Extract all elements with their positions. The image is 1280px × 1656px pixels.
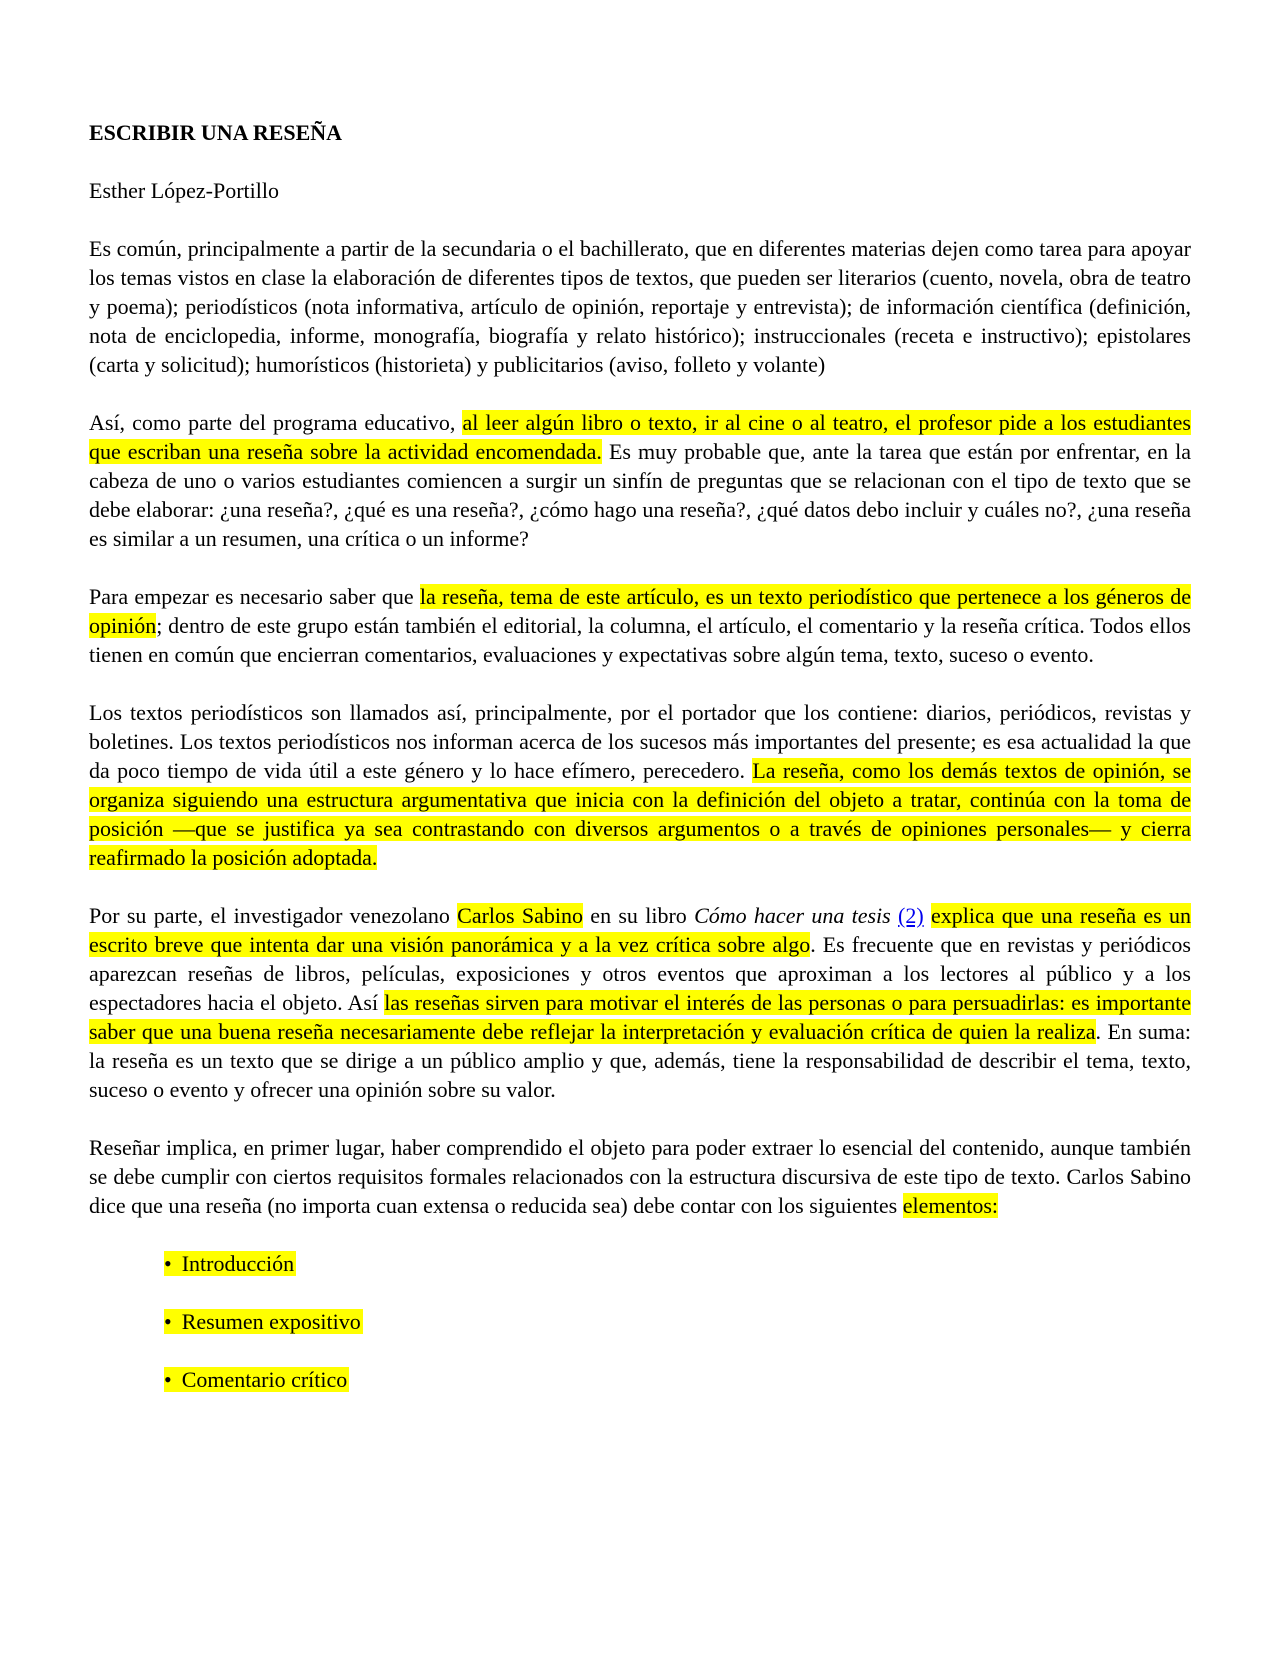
paragraph-text: Por su parte, el investigador venezolano	[89, 903, 458, 928]
book-title: Cómo hacer una tesis	[694, 903, 891, 928]
list-item	[164, 1307, 1191, 1336]
paragraph-text: Reseñar implica, en primer lugar, haber comprendido el objeto para poder extraer lo esencial del contenido, aunque también se debe cumplir con ciertos requisitos formales relacionados con la estructura discursiva de este tipo de texto. Carlos Sabino dice que una reseña (no importa cuan extensa o reducida sea) debe contar con los siguientes	[89, 1135, 1191, 1218]
list-item-label: Resumen expositivo	[181, 1309, 361, 1334]
highlighted-text: las reseñas sirven para motivar el interés de las personas o para persuadirlas: es importante saber que una buena reseña necesariamente debe reflejar la interpretación y evaluación crítica de quien la realiza	[89, 990, 1191, 1044]
paragraph-text: Para empezar es necesario saber que	[89, 584, 420, 609]
paragraph-text: Es muy probable que, ante la tarea que están por enfrentar, en la cabeza de uno o varios estudiantes comiencen a surgir un sinfín de preguntas que se relacionan con el tipo de texto que se debe elaborar: ¿una reseña?, ¿qué es una reseña?, ¿cómo hago una reseña?, ¿qué datos debo incluir y cuáles no?, ¿una reseña es similar a un resumen, una crítica o un informe?	[89, 439, 1191, 551]
paragraph-genre	[89, 582, 1191, 669]
document-title: ESCRIBIR UNA RESEÑA	[89, 120, 343, 145]
elements-list	[89, 1249, 1191, 1394]
highlighted-text: explica que una reseña es un escrito breve que intenta dar una visión panorámica y a la vez crítica sobre algo	[89, 903, 1192, 957]
highlighted-text: Carlos Sabino	[457, 903, 584, 928]
list-item-label: Introducción	[181, 1251, 295, 1276]
paragraph-text: en su libro	[583, 903, 695, 928]
footnote-reference-link[interactable]: (2)	[898, 903, 924, 928]
paragraph-text: Los textos periodísticos son llamados así, principalmente, por el portador que los contiene: diarios, periódicos, revistas y boletines. Los textos periodísticos nos informan acerca de los sucesos más importantes del presente; es esa actualidad la que da poco tiempo de vida útil a este género y lo hace efímero, perecedero.	[89, 700, 1191, 783]
paragraph-text: Es común, principalmente a partir de la secundaria o el bachillerato, que en diferentes materias dejen como tarea para apoyar los temas vistos en clase la elaboración de diferentes tipos de textos, que pueden ser literarios (cuento, novela, obra de teatro y poema); periodísticos (nota informativa, artículo de opinión, reportaje y entrevista); de información científica (definición, nota de enciclopedia, informe, monografía, biografía y relato histórico); instruccionales (receta e instructivo); epistolares (carta y solicitud); humorísticos (historieta) y publicitarios (aviso, folleto y volante)	[89, 236, 1191, 377]
bullet-icon: •	[164, 1309, 172, 1334]
paragraph-text	[891, 903, 898, 928]
paragraph-program	[89, 408, 1191, 553]
list-item-label: Comentario crítico	[181, 1367, 348, 1392]
list-item	[164, 1365, 1191, 1394]
paragraph-text: Así, como parte del programa educativo,	[89, 410, 463, 435]
highlighted-list-entry	[164, 1367, 349, 1392]
paragraph-journalistic	[89, 698, 1191, 872]
bullet-icon: •	[164, 1251, 172, 1276]
paragraph-intro	[89, 234, 1191, 379]
highlighted-list-entry	[164, 1309, 363, 1334]
bullet-icon: •	[164, 1367, 172, 1392]
paragraph-text: ; dentro de este grupo están también el editorial, la columna, el artículo, el comentario y la reseña crítica. Todos ellos tienen en común que encierran comentarios, evaluaciones y expectativas sobre algún tema, texto, suceso o evento.	[89, 613, 1191, 667]
paragraph-text	[924, 903, 931, 928]
highlighted-list-entry	[164, 1251, 296, 1276]
paragraph-sabino	[89, 901, 1191, 1104]
paragraph-text: . Es frecuente que en revistas y periódicos aparezcan reseñas de libros, películas, exposiciones y otros eventos que aproximan a los lectores al público y a los espectadores hacia el objeto. Así	[89, 932, 1191, 1015]
list-item	[164, 1249, 1191, 1278]
highlighted-text: al leer algún libro o texto, ir al cine o al teatro, el profesor pide a los estudiantes que escriban una reseña sobre la actividad encomendada.	[89, 410, 1191, 464]
highlighted-text: la reseña, tema de este artículo, es un texto periodístico que pertenece a los géneros de opinión	[89, 584, 1191, 638]
highlighted-text: elementos:	[902, 1193, 998, 1218]
paragraph-elements	[89, 1133, 1191, 1220]
author-name: Esther López-Portillo	[89, 178, 280, 203]
highlighted-text: La reseña, como los demás textos de opinión, se organiza siguiendo una estructura argumentativa que inicia con la definición del objeto a tratar, continúa con la toma de posición —que se justifica ya sea contrastando con diversos argumentos o a través de opiniones personales— y cierra reafirmado la posición adoptada.	[89, 758, 1191, 870]
paragraph-text: . En suma: la reseña es un texto que se dirige a un público amplio y que, además, tiene la responsabilidad de describir el tema, texto, suceso o evento y ofrecer una opinión sobre su valor.	[89, 1019, 1191, 1102]
